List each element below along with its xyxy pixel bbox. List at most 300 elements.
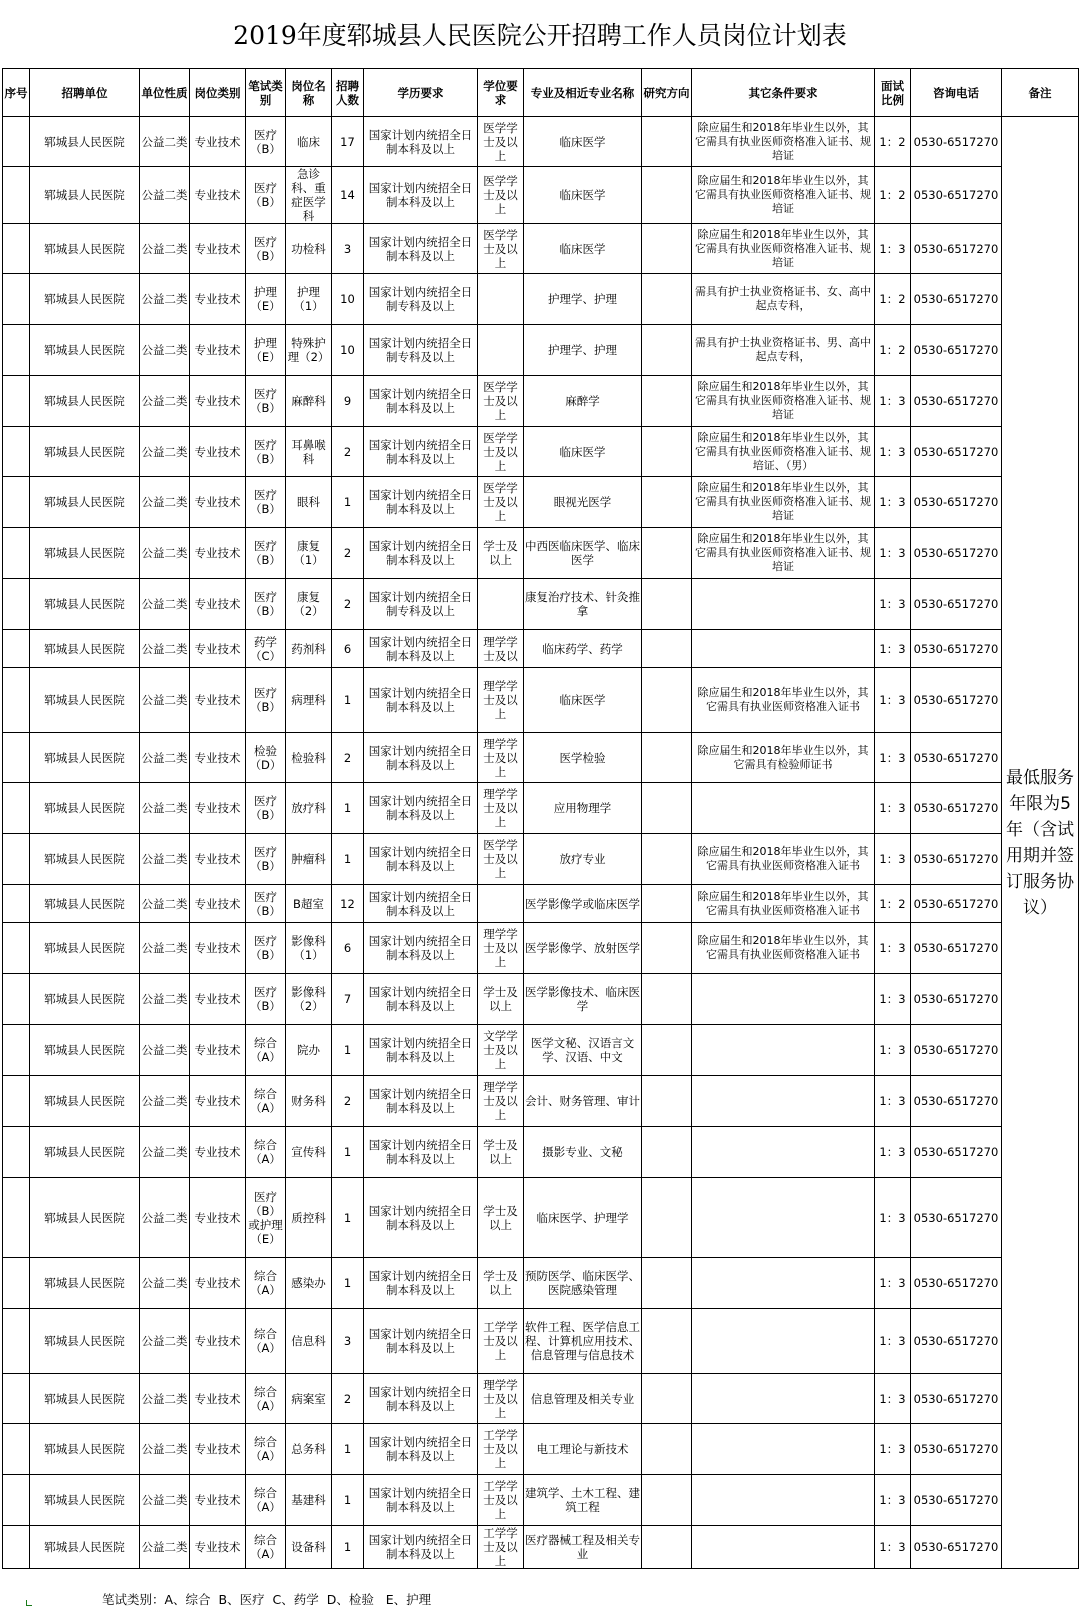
cell-no <box>3 1258 30 1309</box>
cell-major: 医学影像技术、临床医学 <box>524 974 642 1025</box>
cell-degree <box>478 325 524 376</box>
cell-degree: 文学学士及以上 <box>478 1025 524 1076</box>
cell-no <box>3 376 30 427</box>
table-row <box>3 668 1079 733</box>
cell-dir <box>642 1424 692 1475</box>
cell-count: 10 <box>332 325 364 376</box>
cell-unit: 郓城县人民医院 <box>30 1076 140 1127</box>
table-row <box>3 528 1079 579</box>
cell-category: 专业技术 <box>190 834 246 885</box>
cell-no <box>3 1127 30 1178</box>
cell-degree: 理学学士及以上 <box>478 1374 524 1424</box>
cell-other: 除应届生和2018年毕业生以外，其它需具有检验师证书 <box>692 733 875 783</box>
cell-edu: 国家计划内统招全日制本科及以上 <box>364 1258 478 1309</box>
cell-nature: 公益二类 <box>140 974 190 1025</box>
cell-no <box>3 1025 30 1076</box>
cell-degree <box>478 579 524 630</box>
header-cell: 备注 <box>1002 69 1079 117</box>
cell-major: 摄影专业、文秘 <box>524 1127 642 1178</box>
table-row <box>3 783 1079 834</box>
cell-exam: 药学（C） <box>246 630 286 668</box>
cell-other <box>692 1374 875 1424</box>
header-cell: 序号 <box>3 69 30 117</box>
cell-dir <box>642 923 692 974</box>
cell-phone: 0530-6517270 <box>911 117 1002 167</box>
cell-no <box>3 834 30 885</box>
cell-other: 除应届生和2018年毕业生以外，其它需具有执业医师资格准入证书、规培证 <box>692 528 875 579</box>
cell-degree: 理学学士及以上 <box>478 923 524 974</box>
cell-dir <box>642 1178 692 1258</box>
cell-post: 院办 <box>286 1025 332 1076</box>
cell-exam: 医疗（B）或护理（E） <box>246 1178 286 1258</box>
cell-phone: 0530-6517270 <box>911 376 1002 427</box>
cell-nature: 公益二类 <box>140 1127 190 1178</box>
cell-other <box>692 974 875 1025</box>
cell-count: 10 <box>332 274 364 325</box>
cell-degree: 学士及以上 <box>478 1127 524 1178</box>
cell-post: 病案室 <box>286 1374 332 1424</box>
cell-no <box>3 668 30 733</box>
cell-unit: 郓城县人民医院 <box>30 974 140 1025</box>
cell-no <box>3 579 30 630</box>
cell-degree: 医学学士及以上 <box>478 167 524 224</box>
cell-post: 总务科 <box>286 1424 332 1475</box>
cell-ratio: 1：3 <box>875 224 911 274</box>
cell-count: 1 <box>332 834 364 885</box>
cell-post: 特殊护理（2） <box>286 325 332 376</box>
cell-phone: 0530-6517270 <box>911 923 1002 974</box>
cell-nature: 公益二类 <box>140 167 190 224</box>
cell-post: 耳鼻喉科 <box>286 427 332 477</box>
cell-exam: 医疗（B） <box>246 579 286 630</box>
table-row <box>3 885 1079 923</box>
table-body <box>3 117 1079 1569</box>
cell-degree <box>478 274 524 325</box>
cell-count: 1 <box>332 1025 364 1076</box>
cell-unit: 郓城县人民医院 <box>30 630 140 668</box>
cell-phone: 0530-6517270 <box>911 1258 1002 1309</box>
cell-other <box>692 783 875 834</box>
cell-unit: 郓城县人民医院 <box>30 528 140 579</box>
cell-major: 应用物理学 <box>524 783 642 834</box>
cell-post: 放疗科 <box>286 783 332 834</box>
cell-phone: 0530-6517270 <box>911 579 1002 630</box>
cell-nature: 公益二类 <box>140 1309 190 1374</box>
cell-nature: 公益二类 <box>140 668 190 733</box>
cell-other <box>692 1258 875 1309</box>
table-row <box>3 1526 1079 1569</box>
header-cell: 学位要求 <box>478 69 524 117</box>
cell-edu: 国家计划内统招全日制本科及以上 <box>364 974 478 1025</box>
cell-ratio: 1：3 <box>875 1258 911 1309</box>
cell-phone: 0530-6517270 <box>911 834 1002 885</box>
cell-unit: 郓城县人民医院 <box>30 783 140 834</box>
table-row <box>3 427 1079 477</box>
cell-nature: 公益二类 <box>140 783 190 834</box>
cell-phone: 0530-6517270 <box>911 1526 1002 1569</box>
cell-unit: 郓城县人民医院 <box>30 1475 140 1526</box>
cell-edu: 国家计划内统招全日制本科及以上 <box>364 783 478 834</box>
cell-degree: 理学学士及以上 <box>478 733 524 783</box>
cell-category: 专业技术 <box>190 1424 246 1475</box>
cell-other <box>692 1025 875 1076</box>
cell-count: 6 <box>332 630 364 668</box>
cell-phone: 0530-6517270 <box>911 477 1002 528</box>
header-cell: 专业及相近专业名称 <box>524 69 642 117</box>
table-row <box>3 1374 1079 1424</box>
cell-count: 2 <box>332 1374 364 1424</box>
cell-post: 信息科 <box>286 1309 332 1374</box>
header-cell: 岗位名称 <box>286 69 332 117</box>
cell-no <box>3 1424 30 1475</box>
cell-other <box>692 630 875 668</box>
cell-exam: 医疗（B） <box>246 528 286 579</box>
cell-no <box>3 167 30 224</box>
cell-degree: 学士及以上 <box>478 974 524 1025</box>
cell-post: 基建科 <box>286 1475 332 1526</box>
cell-dir <box>642 167 692 224</box>
cell-major: 临床医学、护理学 <box>524 1178 642 1258</box>
cell-unit: 郓城县人民医院 <box>30 376 140 427</box>
cell-other: 除应届生和2018年毕业生以外，其它需具有执业医师资格准入证书 <box>692 834 875 885</box>
cell-phone: 0530-6517270 <box>911 1424 1002 1475</box>
cell-no <box>3 923 30 974</box>
cell-other: 除应届生和2018年毕业生以外，其它需具有执业医师资格准入证书、规培证 <box>692 167 875 224</box>
cell-other <box>692 1424 875 1475</box>
cell-other: 除应届生和2018年毕业生以外，其它需具有执业医师资格准入证书 <box>692 885 875 923</box>
cell-ratio: 1：3 <box>875 733 911 783</box>
cell-exam: 护理（E） <box>246 274 286 325</box>
cell-edu: 国家计划内统招全日制本科及以上 <box>364 224 478 274</box>
cell-category: 专业技术 <box>190 923 246 974</box>
cell-count: 12 <box>332 885 364 923</box>
cell-degree: 理学学士及以上 <box>478 668 524 733</box>
table-row <box>3 325 1079 376</box>
cell-dir <box>642 274 692 325</box>
header-cell: 单位性质 <box>140 69 190 117</box>
table-row <box>3 834 1079 885</box>
cell-unit: 郓城县人民医院 <box>30 1424 140 1475</box>
cell-dir <box>642 668 692 733</box>
cell-unit: 郓城县人民医院 <box>30 885 140 923</box>
cell-major: 医学文秘、汉语言文学、汉语、中文 <box>524 1025 642 1076</box>
table-row <box>3 974 1079 1025</box>
cell-category: 专业技术 <box>190 325 246 376</box>
cell-edu: 国家计划内统招全日制本科及以上 <box>364 733 478 783</box>
cell-other: 需具有护士执业资格证书、女、高中起点专科， <box>692 274 875 325</box>
cell-ratio: 1：3 <box>875 1475 911 1526</box>
cell-phone: 0530-6517270 <box>911 668 1002 733</box>
cell-ratio: 1：3 <box>875 668 911 733</box>
cell-exam: 综合（A） <box>246 1025 286 1076</box>
cell-degree: 学士及以上 <box>478 1258 524 1309</box>
cell-exam: 医疗（B） <box>246 668 286 733</box>
cell-phone: 0530-6517270 <box>911 427 1002 477</box>
cell-exam: 综合（A） <box>246 1127 286 1178</box>
cell-degree: 工学学士及以上 <box>478 1309 524 1374</box>
cell-category: 专业技术 <box>190 528 246 579</box>
cell-other <box>692 579 875 630</box>
cell-other <box>692 1127 875 1178</box>
cell-count: 6 <box>332 923 364 974</box>
header-cell: 招聘人数 <box>332 69 364 117</box>
cell-post: 影像科（2） <box>286 974 332 1025</box>
cell-unit: 郓城县人民医院 <box>30 1127 140 1178</box>
cell-dir <box>642 834 692 885</box>
cell-nature: 公益二类 <box>140 427 190 477</box>
cell-post: 设备科 <box>286 1526 332 1569</box>
cell-category: 专业技术 <box>190 1258 246 1309</box>
cell-major: 医学检验 <box>524 733 642 783</box>
cell-category: 专业技术 <box>190 579 246 630</box>
cell-ratio: 1：3 <box>875 923 911 974</box>
cell-edu: 国家计划内统招全日制本科及以上 <box>364 1309 478 1374</box>
header-cell: 咨询电话 <box>911 69 1002 117</box>
cell-edu: 国家计划内统招全日制本科及以上 <box>364 117 478 167</box>
cell-other <box>692 1475 875 1526</box>
cell-other <box>692 1309 875 1374</box>
cell-major: 放疗专业 <box>524 834 642 885</box>
cell-degree: 理学学士及以上 <box>478 1076 524 1127</box>
header-cell: 笔试类别 <box>246 69 286 117</box>
cell-phone: 0530-6517270 <box>911 1309 1002 1374</box>
recruitment-table <box>2 68 1079 1569</box>
cell-unit: 郓城县人民医院 <box>30 1025 140 1076</box>
cell-degree: 理学学士及以 <box>478 630 524 668</box>
cell-no <box>3 224 30 274</box>
cell-count: 2 <box>332 1076 364 1127</box>
cell-count: 3 <box>332 1309 364 1374</box>
cell-no <box>3 630 30 668</box>
cell-count: 1 <box>332 668 364 733</box>
cell-nature: 公益二类 <box>140 923 190 974</box>
cell-dir <box>642 224 692 274</box>
table-row <box>3 733 1079 783</box>
header-cell: 招聘单位 <box>30 69 140 117</box>
cell-dir <box>642 1526 692 1569</box>
cell-no <box>3 325 30 376</box>
cell-category: 专业技术 <box>190 1309 246 1374</box>
cell-exam: 医疗（B） <box>246 224 286 274</box>
cell-no <box>3 1475 30 1526</box>
cell-nature: 公益二类 <box>140 1258 190 1309</box>
remark-service-term: 最低服务年限为5年（含试用期并签订服务协议） <box>1002 117 1079 1569</box>
cell-exam: 综合（A） <box>246 1076 286 1127</box>
cell-major: 中西医临床医学、临床医学 <box>524 528 642 579</box>
table-row <box>3 117 1079 167</box>
cell-degree: 医学学士及以上 <box>478 834 524 885</box>
cell-nature: 公益二类 <box>140 1526 190 1569</box>
cell-ratio: 1：3 <box>875 427 911 477</box>
cell-edu: 国家计划内统招全日制本科及以上 <box>364 1178 478 1258</box>
cell-no <box>3 1076 30 1127</box>
cell-edu: 国家计划内统招全日制本科及以上 <box>364 528 478 579</box>
cell-other: 除应届生和2018年毕业生以外，其它需具有执业医师资格准入证书 <box>692 923 875 974</box>
cell-post: 肿瘤科 <box>286 834 332 885</box>
cell-post: 临床 <box>286 117 332 167</box>
cell-nature: 公益二类 <box>140 1025 190 1076</box>
cell-major: 医疗器械工程及相关专业 <box>524 1526 642 1569</box>
cell-ratio: 1：3 <box>875 528 911 579</box>
cell-unit: 郓城县人民医院 <box>30 477 140 528</box>
cell-category: 专业技术 <box>190 1526 246 1569</box>
cell-no <box>3 528 30 579</box>
cell-dir <box>642 1025 692 1076</box>
cell-category: 专业技术 <box>190 668 246 733</box>
cell-exam: 检验（D） <box>246 733 286 783</box>
cell-phone: 0530-6517270 <box>911 528 1002 579</box>
cell-dir <box>642 1127 692 1178</box>
cell-nature: 公益二类 <box>140 1475 190 1526</box>
cell-count: 1 <box>332 1526 364 1569</box>
cell-degree: 医学学士及以上 <box>478 117 524 167</box>
cell-nature: 公益二类 <box>140 376 190 427</box>
cell-count: 1 <box>332 477 364 528</box>
cell-edu: 国家计划内统招全日制本科及以上 <box>364 167 478 224</box>
table-row <box>3 1309 1079 1374</box>
cell-major: 临床医学 <box>524 224 642 274</box>
cell-edu: 国家计划内统招全日制专科及以上 <box>364 579 478 630</box>
cell-ratio: 1：3 <box>875 783 911 834</box>
cell-unit: 郓城县人民医院 <box>30 1374 140 1424</box>
cell-post: 财务科 <box>286 1076 332 1127</box>
cell-exam: 医疗（B） <box>246 117 286 167</box>
cell-count: 7 <box>332 974 364 1025</box>
cell-post: 康复（1） <box>286 528 332 579</box>
cell-count: 9 <box>332 376 364 427</box>
cell-other <box>692 1178 875 1258</box>
cell-ratio: 1：2 <box>875 274 911 325</box>
cell-ratio: 1：3 <box>875 1309 911 1374</box>
cell-exam: 综合（A） <box>246 1526 286 1569</box>
cell-other: 除应届生和2018年毕业生以外，其它需具有执业医师资格准入证书、规培证 <box>692 376 875 427</box>
cell-category: 专业技术 <box>190 224 246 274</box>
cell-phone: 0530-6517270 <box>911 167 1002 224</box>
table-row <box>3 1025 1079 1076</box>
cell-major: 医学影像学或临床医学 <box>524 885 642 923</box>
cell-degree: 医学学士及以上 <box>478 477 524 528</box>
header-cell: 面试比例 <box>875 69 911 117</box>
table-row <box>3 1127 1079 1178</box>
cell-exam: 综合（A） <box>246 1258 286 1309</box>
cell-category: 专业技术 <box>190 783 246 834</box>
cell-ratio: 1：3 <box>875 1076 911 1127</box>
cell-major: 护理学、护理 <box>524 325 642 376</box>
cell-ratio: 1：3 <box>875 376 911 427</box>
cell-post: 检验科 <box>286 733 332 783</box>
cell-ratio: 1：2 <box>875 885 911 923</box>
cell-post: 护理（1） <box>286 274 332 325</box>
cell-edu: 国家计划内统招全日制本科及以上 <box>364 1127 478 1178</box>
cell-exam: 医疗（B） <box>246 923 286 974</box>
cell-unit: 郓城县人民医院 <box>30 733 140 783</box>
cell-major: 临床医学 <box>524 167 642 224</box>
cell-unit: 郓城县人民医院 <box>30 579 140 630</box>
cell-phone: 0530-6517270 <box>911 224 1002 274</box>
cell-nature: 公益二类 <box>140 1178 190 1258</box>
cell-post: 药剂科 <box>286 630 332 668</box>
cell-dir <box>642 974 692 1025</box>
cell-degree: 理学学士及以上 <box>478 783 524 834</box>
cell-ratio: 1：2 <box>875 117 911 167</box>
cell-exam: 医疗（B） <box>246 427 286 477</box>
cell-exam: 综合（A） <box>246 1309 286 1374</box>
cell-count: 1 <box>332 1127 364 1178</box>
cell-dir <box>642 1258 692 1309</box>
cell-phone: 0530-6517270 <box>911 630 1002 668</box>
cell-edu: 国家计划内统招全日制本科及以上 <box>364 1526 478 1569</box>
cell-degree <box>478 885 524 923</box>
cell-post: 急诊科、重症医学科 <box>286 167 332 224</box>
cell-no <box>3 274 30 325</box>
cell-ratio: 1：3 <box>875 1178 911 1258</box>
cell-post: 宣传科 <box>286 1127 332 1178</box>
cell-degree: 医学学士及以上 <box>478 376 524 427</box>
cell-exam: 医疗（B） <box>246 167 286 224</box>
cell-other: 除应届生和2018年毕业生以外，其它需具有执业医师资格准入证书、规培证、（男） <box>692 427 875 477</box>
page-title: 2019年度郓城县人民医院公开招聘工作人员岗位计划表 <box>233 21 847 50</box>
cell-count: 1 <box>332 1178 364 1258</box>
cell-unit: 郓城县人民医院 <box>30 117 140 167</box>
cell-nature: 公益二类 <box>140 224 190 274</box>
cell-nature: 公益二类 <box>140 630 190 668</box>
cell-post: 感染办 <box>286 1258 332 1309</box>
cell-category: 专业技术 <box>190 885 246 923</box>
cell-category: 专业技术 <box>190 630 246 668</box>
cell-exam: 综合（A） <box>246 1374 286 1424</box>
exam-category-legend: 笔试类别：A、综合 B、医疗 C、药学 D、检验 E、护理 <box>102 1592 432 1607</box>
cell-category: 专业技术 <box>190 167 246 224</box>
header-cell: 研究方向 <box>642 69 692 117</box>
cell-count: 1 <box>332 1424 364 1475</box>
cell-unit: 郓城县人民医院 <box>30 1526 140 1569</box>
cell-degree: 医学学士及以上 <box>478 224 524 274</box>
cell-dir <box>642 783 692 834</box>
cell-edu: 国家计划内统招全日制本科及以上 <box>364 376 478 427</box>
cell-major: 临床医学 <box>524 117 642 167</box>
cell-edu: 国家计划内统招全日制本科及以上 <box>364 1475 478 1526</box>
cell-category: 专业技术 <box>190 376 246 427</box>
cell-unit: 郓城县人民医院 <box>30 834 140 885</box>
cell-edu: 国家计划内统招全日制本科及以上 <box>364 630 478 668</box>
cell-phone: 0530-6517270 <box>911 783 1002 834</box>
cell-count: 2 <box>332 528 364 579</box>
cell-count: 2 <box>332 733 364 783</box>
cell-unit: 郓城县人民医院 <box>30 325 140 376</box>
table-row <box>3 274 1079 325</box>
cell-edu: 国家计划内统招全日制本科及以上 <box>364 477 478 528</box>
cell-dir <box>642 477 692 528</box>
cell-dir <box>642 630 692 668</box>
table-row <box>3 1258 1079 1309</box>
cell-dir <box>642 579 692 630</box>
cell-category: 专业技术 <box>190 1076 246 1127</box>
cell-dir <box>642 325 692 376</box>
cell-phone: 0530-6517270 <box>911 1025 1002 1076</box>
cell-no <box>3 783 30 834</box>
cell-other: 除应届生和2018年毕业生以外，其它需具有执业医师资格准入证书、规培证 <box>692 224 875 274</box>
cell-dir <box>642 528 692 579</box>
cell-ratio: 1：3 <box>875 630 911 668</box>
table-header-row <box>3 69 1079 117</box>
header-cell: 其它条件要求 <box>692 69 875 117</box>
cell-edu: 国家计划内统招全日制本科及以上 <box>364 668 478 733</box>
cell-phone: 0530-6517270 <box>911 1076 1002 1127</box>
cell-ratio: 1：3 <box>875 579 911 630</box>
cell-post: 质控科 <box>286 1178 332 1258</box>
cell-exam: 医疗（B） <box>246 783 286 834</box>
cell-other <box>692 1526 875 1569</box>
